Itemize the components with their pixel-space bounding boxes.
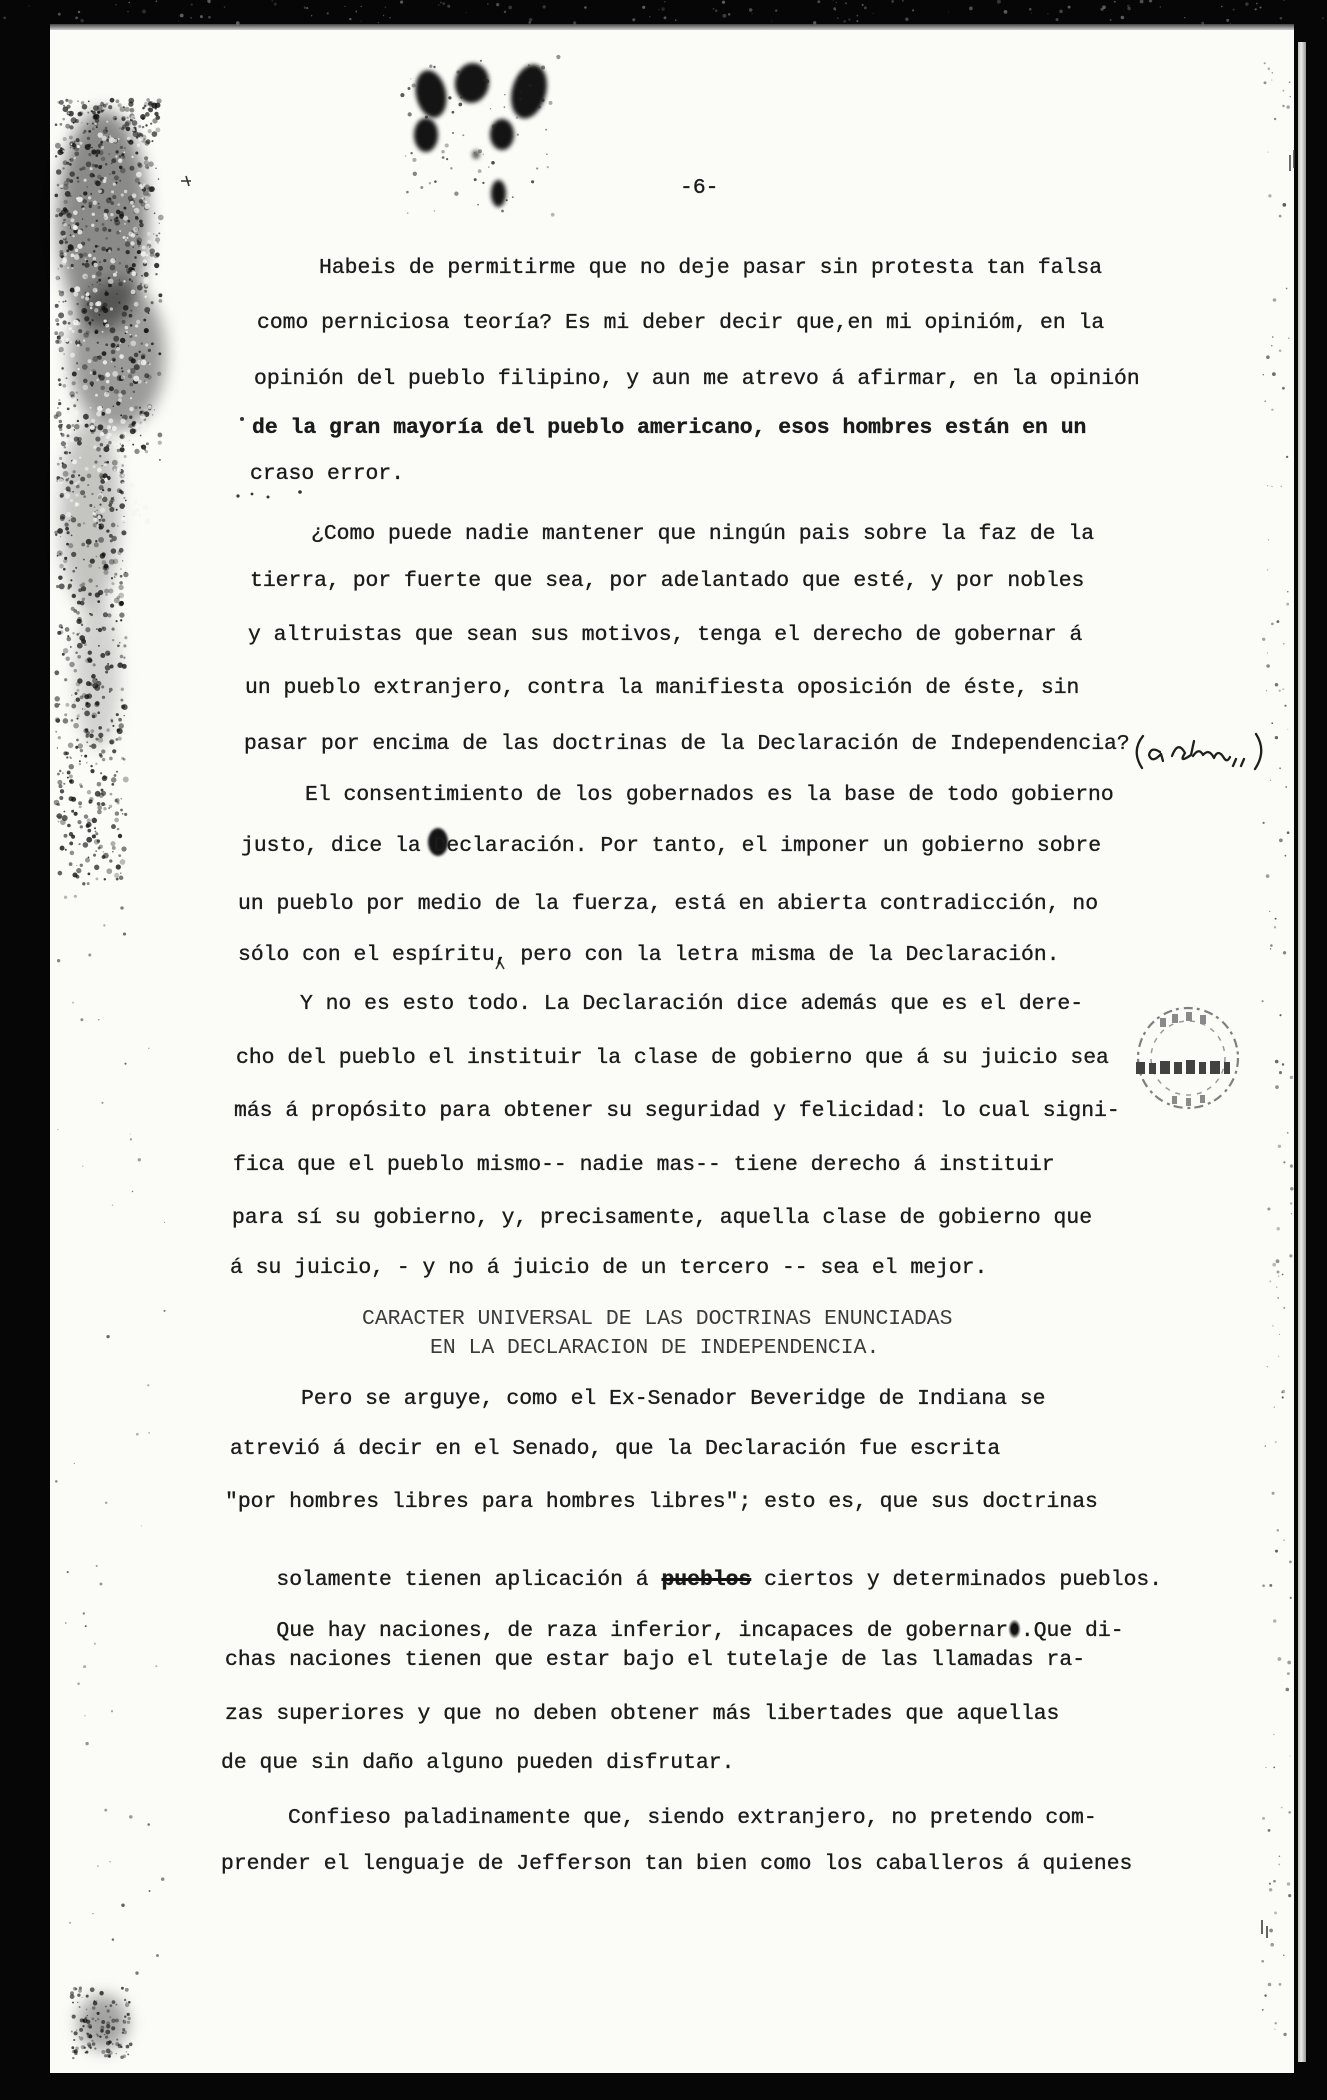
ink-blot: [1008, 1619, 1021, 1639]
struck-out-word: pueblos: [661, 1568, 752, 1592]
text-line: chas naciones tienen que estar bajo el tutelaje de las llamadas ra-: [225, 1648, 1086, 1672]
text-line: más á propósito para obtener su seguridad y felicidad: lo cual signi-: [234, 1099, 1120, 1123]
text-line: fica que el pueblo mismo-- nadie mas-- tiene derecho á instituir: [233, 1153, 1055, 1177]
text-line: sólo con el espíritu, pero con la letra misma de la Declaración.: [238, 943, 1060, 967]
text-line: Confieso paladinamente que, siendo extranjero, no pretendo com-: [288, 1806, 1097, 1830]
text-line: Y no es esto todo. La Declaración dice además que es el dere-: [300, 992, 1084, 1016]
text-segment: .Que di-: [1020, 1619, 1124, 1643]
text-line: de que sin daño alguno pueden disfrutar.: [221, 1751, 735, 1775]
section-heading-line-1: CARACTER UNIVERSAL DE LAS DOCTRINAS ENUNCIADAS: [362, 1307, 953, 1331]
text-line: Pero se arguye, como el Ex-Senador Beveridge de Indiana se: [301, 1387, 1046, 1411]
text-segment: Que hay naciones, de raza inferior, incapaces de gobernar: [276, 1619, 1009, 1643]
text-line: atrevió á decir en el Senado, que la Declaración fue escrita: [230, 1437, 1001, 1461]
text-line: un pueblo por medio de la fuerza, está en abierta contradicción, no: [238, 892, 1099, 916]
text-line: justo, dice la Declaración. Por tanto, el imponer un gobierno sobre: [241, 834, 1102, 858]
text-line: Habeis de permitirme que no deje pasar sin protesta tan falsa: [319, 256, 1103, 280]
text-line: como perniciosa teoría? Es mi deber decir que,en mi opinióm, en la: [257, 311, 1105, 335]
text-line: á su juicio, - y no á juicio de un tercero -- sea el mejor.: [230, 1256, 988, 1280]
text-line: pasar por encima de las doctrinas de la Declaración de Independencia?: [244, 732, 1130, 756]
text-line: ¿Como puede nadie mantener que ningún pais sobre la faz de la: [311, 522, 1095, 546]
text-line: prender el lenguaje de Jefferson tan bien como los caballeros á quienes: [221, 1852, 1133, 1876]
text-line: un pueblo extranjero, contra la manifiesta oposición de éste, sin: [245, 676, 1080, 700]
text-line: "por hombres libres para hombres libres"; esto es, que sus doctrinas: [225, 1490, 1098, 1514]
text-line: para sí su gobierno, y, precisamente, aquella clase de gobierno que: [232, 1206, 1093, 1230]
text-line: craso error.: [250, 462, 405, 486]
text-line: zas superiores y que no deben obtener más libertades que aquellas: [225, 1702, 1060, 1726]
text-line: tierra, por fuerte que sea, por adelantado que esté, y por nobles: [250, 569, 1085, 593]
page-number: -6-: [680, 176, 719, 200]
section-heading-line-2: EN LA DECLARACION DE INDEPENDENCIA.: [430, 1336, 880, 1360]
text-line: y altruistas que sean sus motivos, tenga el derecho de gobernar á: [248, 623, 1083, 647]
text-segment: ciertos y determinados pueblos.: [751, 1568, 1163, 1592]
text-line: opinión del pueblo filipino, y aun me atrevo á afirmar, en la opinión: [254, 367, 1140, 391]
text-line: de la gran mayoría del pueblo americano, esos hombres están en un: [252, 416, 1087, 440]
text-line: El consentimiento de los gobernados es la base de todo gobierno: [305, 783, 1114, 807]
text-segment: solamente tienen aplicación á: [276, 1568, 662, 1592]
text-line: cho del pueblo el instituir la clase de gobierno que á su juicio sea: [236, 1046, 1109, 1070]
